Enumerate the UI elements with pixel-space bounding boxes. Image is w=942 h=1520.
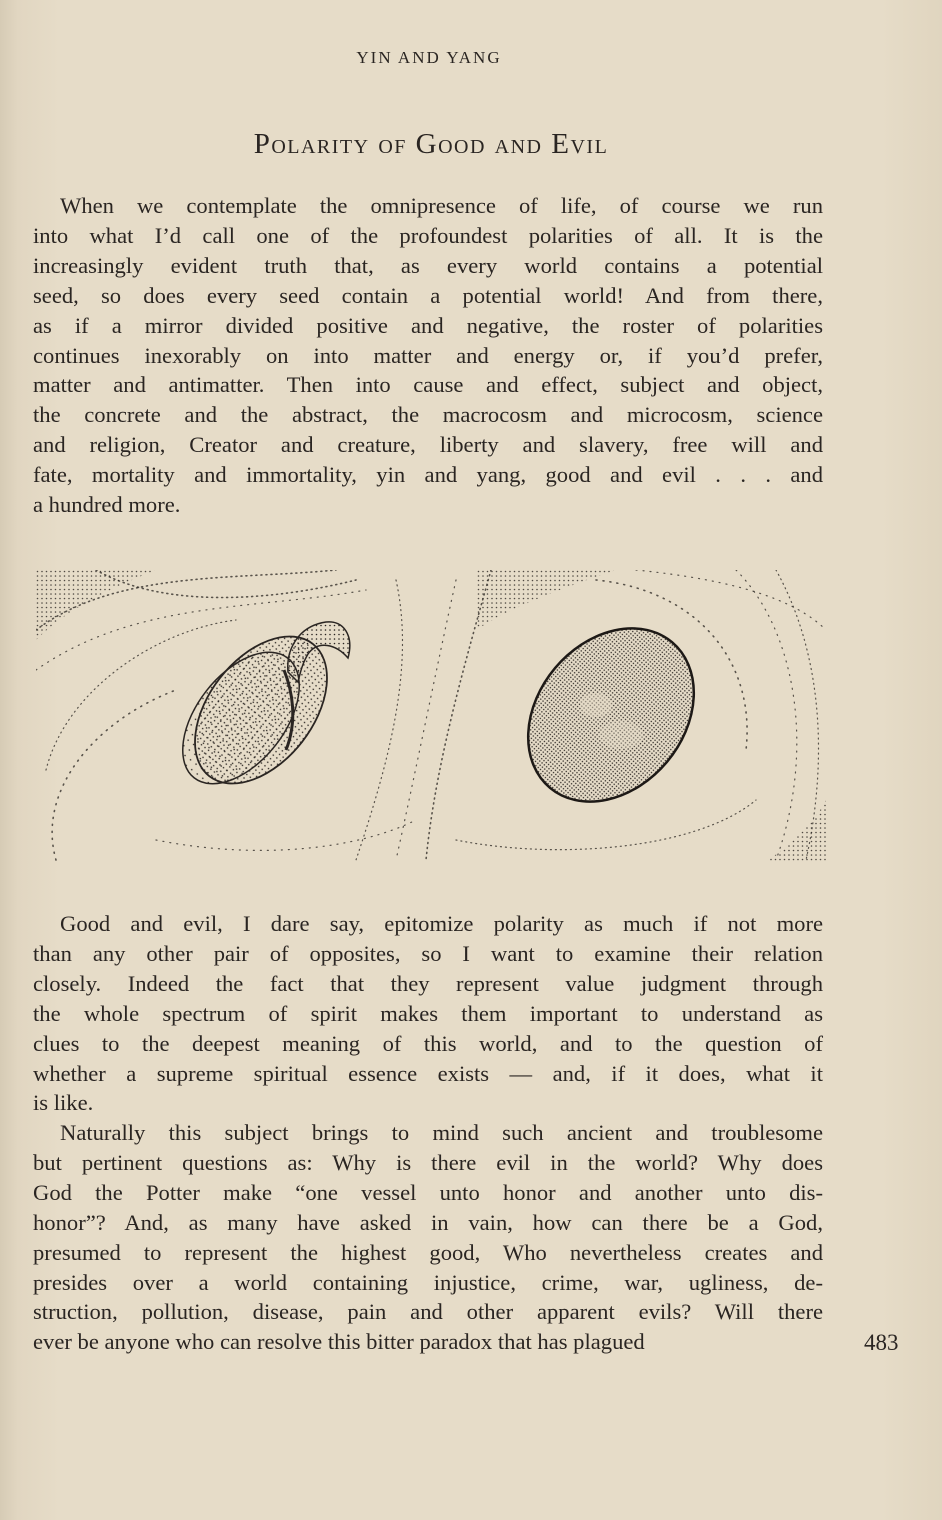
stipple-patch [36,570,156,640]
text-line: presides over a world containing injustice, crime, war, ugliness, de- [33,1269,823,1295]
chapter-title: Polarity of Good and Evil [253,128,609,160]
text-line: seed, so does every seed contain a potential world! And from there, [33,282,823,308]
text-line: as if a mirror divided positive and negative, the roster of polarities [33,312,823,338]
stipple-swirl [776,570,818,860]
text-line: than any other pair of opposites, so I want to examine their relation [33,940,823,966]
text-line: Naturally this subject brings to mind such ancient and troublesome [60,1120,823,1145]
paragraph-1 [33,191,823,520]
dormant-seed-icon [494,595,728,834]
stipple-swirl [396,580,456,860]
text-line: presumed to represent the highest good, Who nevertheless creates and [33,1239,823,1265]
text-line: increasingly evident truth that, as every world contains a potential [33,252,823,278]
stipple-swirl-background [36,570,826,862]
text-line: When we contemplate the omnipresence of life, of course we run [60,193,823,218]
text-line: Good and evil, I dare say, epitomize polarity as much if not more [60,911,823,936]
sprouting-seed-icon [160,612,354,808]
stipple-swirl [636,570,826,630]
text-line: struction, pollution, disease, pain and other apparent evils? Will there [33,1299,823,1325]
stipple-swirl [736,570,797,860]
stipple-patch [766,800,826,862]
stipple-swirl [156,820,416,850]
text-line: continues inexorably on into matter and energy or, if you’d prefer, [33,342,823,368]
text-line: fate, mortality and immortality, yin and yang, good and evil . . . and [33,462,823,488]
text-line: honor”? And, as many have asked in vain, how can there be a God, [33,1209,823,1235]
text-line: closely. Indeed the fact that they represent value judgment through [33,970,823,996]
stipple-swirl [456,800,756,850]
stippled-seeds-drawing [36,570,826,862]
stipple-patch [476,570,616,630]
text-line: ever be anyone who can resolve this bitter paradox that has plagued [33,1329,645,1355]
text-line: clues to the deepest meaning of this world, and to the question of [33,1030,823,1056]
text-line: the concrete and the abstract, the macrocosm and microcosm, science [33,402,823,428]
text-line: whether a supreme spiritual essence exists — and, if it does, what it [33,1060,823,1086]
running-head: YIN AND YANG [356,48,502,67]
text-line: is like. [33,1090,94,1116]
text-line: but pertinent questions as: Why is there evil in the world? Why does [33,1149,823,1175]
text-line: into what I’d call one of the profoundest polarities of all. It is the [33,222,823,248]
text-line: matter and antimatter. Then into cause and effect, subject and object, [33,372,823,398]
stipple-swirl [356,580,402,860]
paragraph-3 [33,1118,823,1357]
text-line: a hundred more. [33,492,181,518]
text-line: the whole spectrum of spirit makes them important to understand as [33,1000,823,1026]
seed-illustration [36,570,826,862]
text-line: God the Potter make “one vessel unto honor and another unto dis- [33,1179,823,1205]
text-line: and religion, Creator and creature, liberty and slavery, free will and [33,432,823,458]
page-number: 483 [864,1330,899,1355]
paragraph-2 [33,909,823,1118]
stipple-swirl [52,690,176,860]
